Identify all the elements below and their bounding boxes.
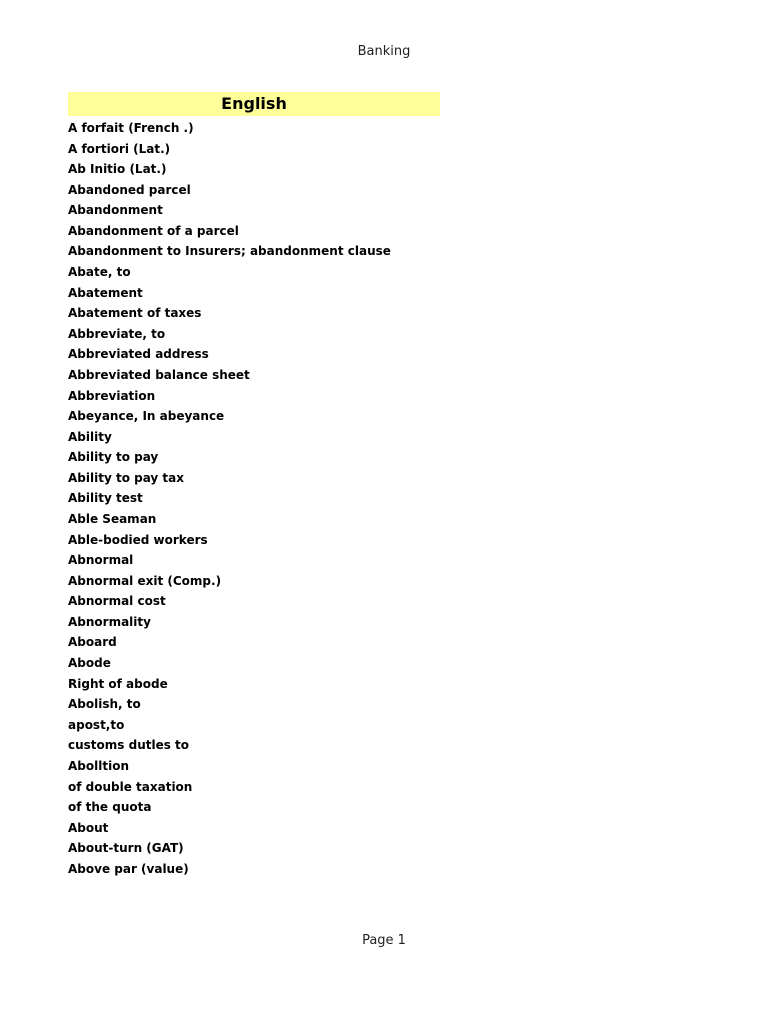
term-row: Above par (value) [68, 861, 189, 876]
term-row: Able Seaman [68, 511, 157, 526]
term-row: Ability to pay [68, 450, 159, 465]
term-row: Abbreviation [68, 388, 156, 403]
term-row: Abode [68, 656, 111, 671]
term-row: A forfait (French .) [68, 121, 194, 135]
term-row: Right of abode [68, 676, 168, 691]
term-row: of the quota [68, 800, 152, 815]
term-row: Ability test [68, 491, 143, 506]
term-row: Abbreviated address [68, 347, 209, 362]
term-row: A fortiori (Lat.) [68, 141, 171, 156]
term-row: Ability [68, 429, 112, 444]
term-row: Abnormal [68, 553, 134, 568]
term-row: Abbreviated balance sheet [68, 367, 250, 382]
term-row: Abandoned parcel [68, 182, 191, 197]
term-row: Abolltion [68, 758, 129, 773]
term-row: Abandonment to Insurers; abandonment clause [68, 244, 391, 259]
page-header-title: Banking [357, 44, 411, 59]
term-row: apost,to [68, 717, 125, 732]
term-row: Abnormal exit (Comp.) [68, 573, 222, 588]
page-footer-number: Page 1 [362, 933, 406, 948]
term-row: Abate, to [68, 265, 131, 280]
term-row: Abatement of taxes [68, 306, 202, 321]
term-row: Ability to pay tax [68, 470, 185, 485]
term-row: Aboard [68, 635, 117, 650]
term-row: Abnormal cost [68, 594, 166, 609]
term-row: Abbreviate, to [68, 326, 166, 341]
term-row: of double taxation [68, 779, 193, 794]
term-row: About [68, 820, 109, 835]
column-header-english: English [68, 92, 440, 116]
term-list [68, 118, 391, 879]
term-row: Able-bodied workers [68, 532, 208, 547]
term-row: Ab Initio (Lat.) [68, 162, 167, 177]
term-row: About-turn (GAT) [68, 841, 184, 856]
term-row: customs dutles to [68, 738, 190, 753]
term-row: Abolish, to [68, 697, 141, 712]
term-row: Abandonment of a parcel [68, 223, 239, 238]
term-row: Abatement [68, 285, 143, 300]
term-row: Abnormality [68, 614, 151, 629]
term-row: Abandonment [68, 203, 163, 218]
term-row: Abeyance, In abeyance [68, 409, 225, 424]
